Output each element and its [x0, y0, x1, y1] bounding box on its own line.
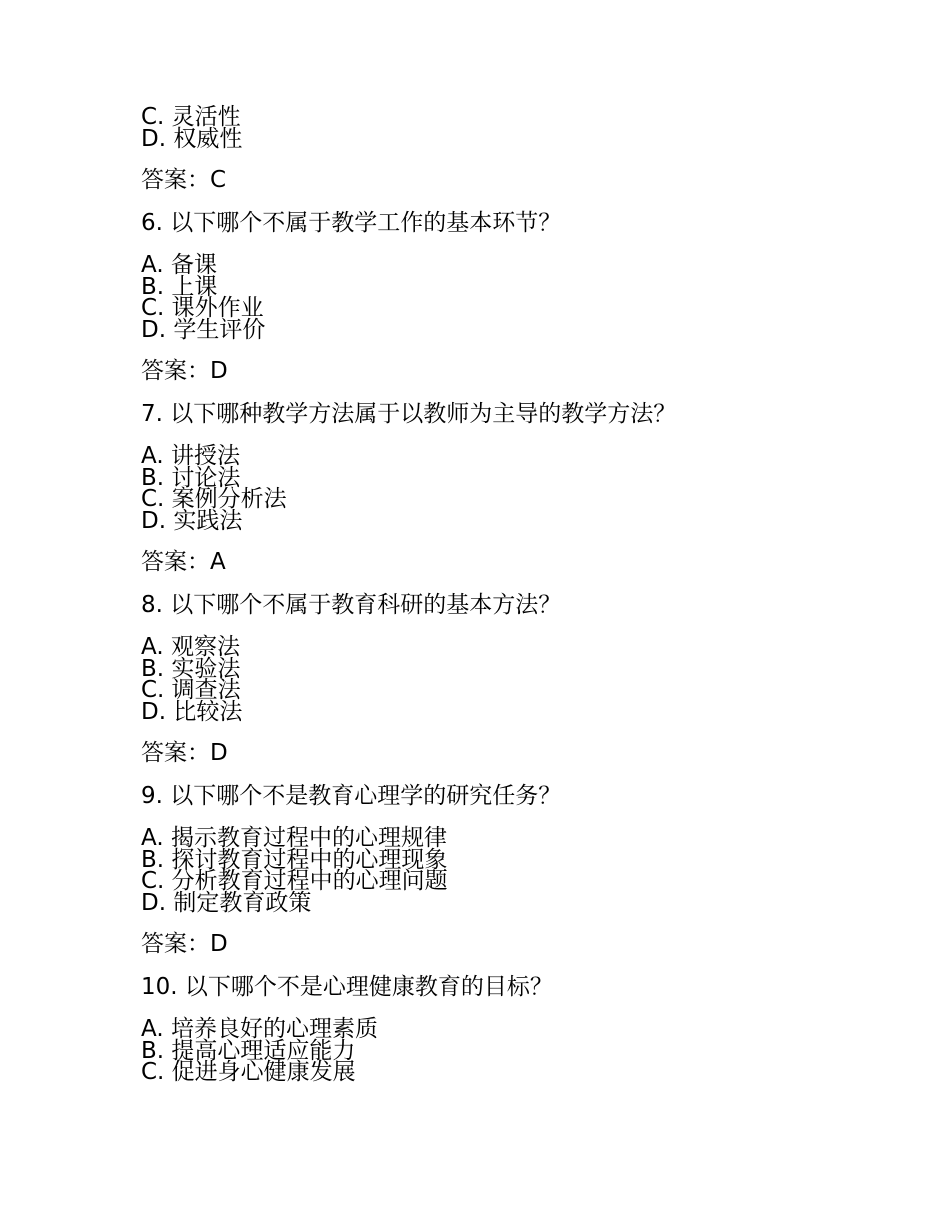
option-b: B. 实验法 [141, 655, 241, 682]
question-10-options [141, 1016, 901, 1085]
question-9-options [141, 825, 901, 916]
question-7-options [141, 443, 901, 534]
question-6-answer: 答案：D [141, 358, 228, 384]
option-a: A. 讲授法 [141, 443, 240, 469]
option-a: A. 备课 [141, 252, 217, 278]
option-a: A. 培养良好的心理素质 [141, 1016, 378, 1042]
option-b: B. 上课 [141, 273, 218, 300]
option-d: D. 比较法 [141, 698, 243, 725]
question-6-options [141, 252, 901, 343]
document-page [141, 104, 901, 1085]
option-a: A. 观察法 [141, 634, 240, 660]
option-c: C. 案例分析法 [141, 486, 287, 512]
option-b: B. 探讨教育过程中的心理现象 [141, 846, 448, 873]
question-7-answer: 答案：A [141, 549, 226, 575]
question-7: 7. 以下哪种教学方法属于以教师为主导的教学方法？ [141, 401, 677, 427]
option-c: C. 促进身心健康发展 [141, 1059, 356, 1085]
question-10: 10. 以下哪个不是心理健康教育的目标？ [141, 974, 553, 1000]
option-c: C. 调查法 [141, 677, 241, 703]
option-b: B. 提高心理适应能力 [141, 1037, 356, 1064]
option-d: D. 学生评价 [141, 316, 266, 343]
option-c: C. 分析教育过程中的心理问题 [141, 868, 448, 894]
option-d: D. 制定教育政策 [141, 889, 312, 916]
question-8: 8. 以下哪个不属于教育科研的基本方法？ [141, 592, 562, 618]
option-d: D. 权威性 [141, 125, 243, 152]
question-9-answer: 答案：D [141, 931, 228, 957]
prev-question-answer: 答案：C [141, 167, 227, 193]
option-c: C. 灵活性 [141, 104, 241, 130]
prev-question-options [141, 104, 901, 152]
question-6: 6. 以下哪个不属于教学工作的基本环节？ [141, 210, 562, 236]
question-9: 9. 以下哪个不是教育心理学的研究任务？ [141, 783, 562, 809]
option-d: D. 实践法 [141, 507, 243, 534]
question-8-answer: 答案：D [141, 740, 228, 766]
option-b: B. 讨论法 [141, 464, 241, 491]
option-a: A. 揭示教育过程中的心理规律 [141, 825, 447, 851]
option-c: C. 课外作业 [141, 295, 264, 321]
question-8-options [141, 634, 901, 725]
